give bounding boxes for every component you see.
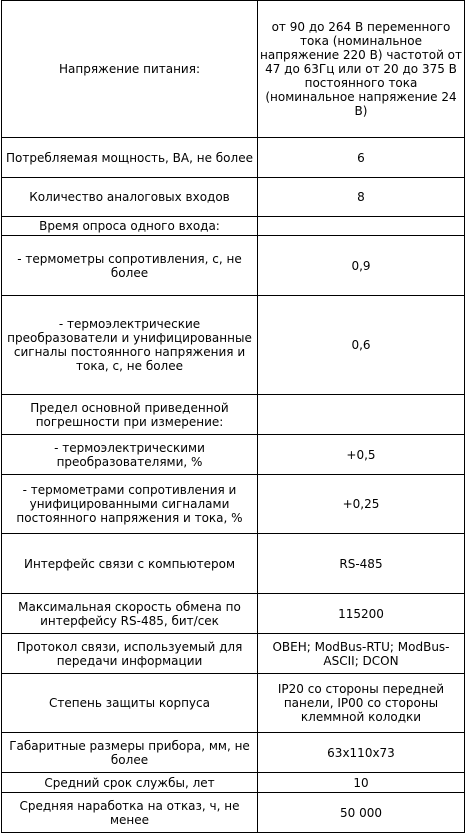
param-cell: - термоэлектрические преобразователи и унифицированные сигналы постоянного напряжения и тока, с, не более [2,296,258,395]
param-cell: Потребляемая мощность, ВА, не более [2,138,258,178]
value-cell: IP20 со стороны передней панели, IP00 со стороны клеммной колодки [258,674,465,733]
value-cell: +0,25 [258,475,465,534]
param-cell: Максимальная скорость обмена по интерфейсу RS-485, бит/сек [2,594,258,634]
value-cell: 50 000 [258,793,465,833]
value-cell: 63x110x73 [258,733,465,773]
param-cell: Время опроса одного входа: [2,217,258,236]
param-cell: - термометрами сопротивления и унифицированными сигналами постоянного напряжения и тока, % [2,475,258,534]
table-row [2,217,465,236]
param-cell: Количество аналоговых входов [2,178,258,217]
param-cell: - термометры сопротивления, с, не более [2,236,258,296]
table-row [2,733,465,773]
table-row [2,435,465,475]
table-row [2,296,465,395]
table-row [2,178,465,217]
param-cell: Протокол связи, используемый для передачи информации [2,634,258,674]
table-row [2,594,465,634]
table-row [2,395,465,435]
table-row [2,674,465,733]
value-cell: 10 [258,773,465,793]
value-cell: от 90 до 264 В переменного тока (номинальное напряжение 220 В) частотой от 47 до 63Гц или от 20 до 375 В постоянного тока (номинальное напряжение 24 В) [258,1,465,138]
table-row [2,773,465,793]
table-row [2,1,465,138]
value-cell [258,217,465,236]
value-cell: +0,5 [258,435,465,475]
value-cell: 0,6 [258,296,465,395]
value-cell: 0,9 [258,236,465,296]
table-row [2,534,465,594]
param-cell: Габаритные размеры прибора, мм, не более [2,733,258,773]
param-cell: Интерфейс связи с компьютером [2,534,258,594]
value-cell: 6 [258,138,465,178]
value-cell: RS-485 [258,534,465,594]
value-cell [258,395,465,435]
param-cell: Предел основной приведенной погрешности при измерение: [2,395,258,435]
table-row [2,475,465,534]
specifications-table [1,0,465,833]
param-cell: Средняя наработка на отказ, ч, не менее [2,793,258,833]
param-cell: Средний срок службы, лет [2,773,258,793]
param-cell: Напряжение питания: [2,1,258,138]
param-cell: Степень защиты корпуса [2,674,258,733]
value-cell: 115200 [258,594,465,634]
table-row [2,138,465,178]
table-row [2,236,465,296]
value-cell: 8 [258,178,465,217]
value-cell: ОВЕН; ModBus-RTU; ModBus-ASCII; DCON [258,634,465,674]
table-row [2,634,465,674]
param-cell: - термоэлектрическими преобразователями, % [2,435,258,475]
